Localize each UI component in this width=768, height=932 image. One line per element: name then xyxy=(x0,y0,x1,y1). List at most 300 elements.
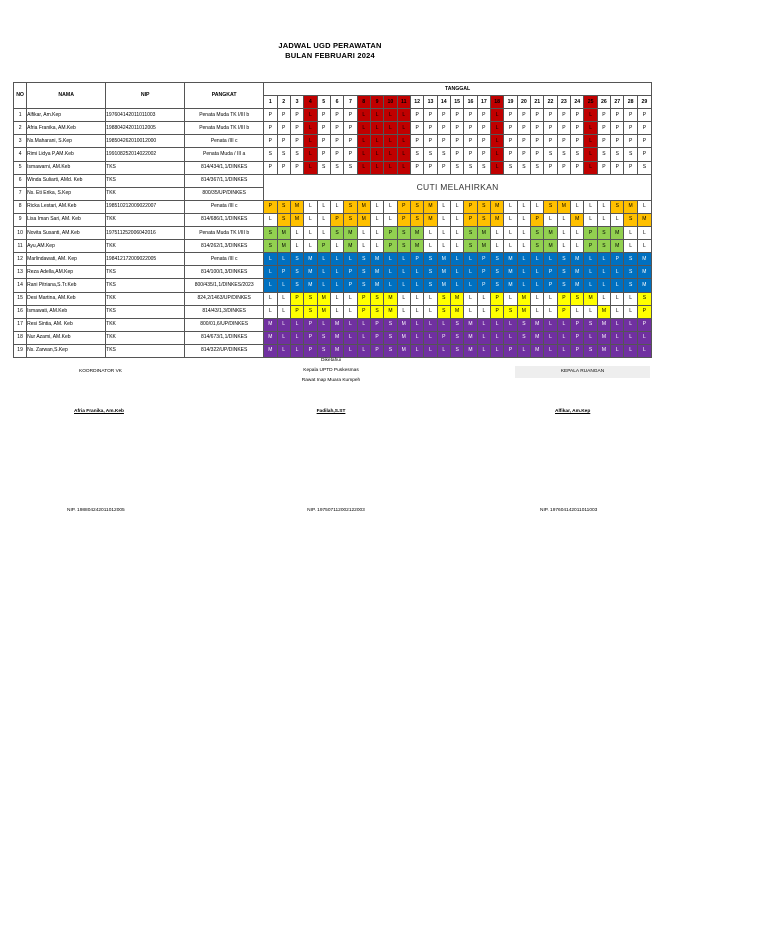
shift-cell: S xyxy=(450,331,463,344)
shift-cell: L xyxy=(424,227,437,240)
table-row xyxy=(14,240,652,253)
shift-cell: L xyxy=(264,266,277,279)
shift-cell: S xyxy=(317,161,330,174)
shift-cell: L xyxy=(330,292,343,305)
shift-cell: P xyxy=(464,109,477,122)
shift-cell: P xyxy=(370,318,383,331)
shift-cell: P xyxy=(531,109,544,122)
shift-cell: P xyxy=(277,135,290,148)
shift-cell: L xyxy=(504,331,517,344)
shift-cell: P xyxy=(504,344,517,357)
shift-cell: P xyxy=(531,148,544,161)
shift-cell: P xyxy=(450,109,463,122)
staff-nip: 198510212009022007 xyxy=(106,200,185,213)
shift-cell: L xyxy=(370,200,383,213)
shift-cell: M xyxy=(611,227,624,240)
shift-cell: P xyxy=(504,148,517,161)
shift-cell: L xyxy=(424,331,437,344)
shift-cell: P xyxy=(571,109,584,122)
staff-name: Desi Martina, AM.Keb xyxy=(27,292,106,305)
shift-cell: L xyxy=(504,213,517,226)
shift-cell: P xyxy=(637,135,651,148)
shift-cell: P xyxy=(290,109,303,122)
shift-cell: L xyxy=(464,266,477,279)
shift-cell: S xyxy=(304,292,317,305)
shift-cell: L xyxy=(370,135,383,148)
shift-cell: L xyxy=(637,344,651,357)
day-header: 3 xyxy=(290,96,303,109)
staff-pangkat: 800/435/1,1/DINKES/2023 xyxy=(185,279,264,292)
shift-cell: L xyxy=(450,213,463,226)
shift-cell: L xyxy=(304,240,317,253)
shift-cell: S xyxy=(330,227,343,240)
shift-cell: M xyxy=(344,240,357,253)
day-header: 26 xyxy=(597,96,610,109)
row-number: 12 xyxy=(14,253,27,266)
shift-cell: M xyxy=(597,318,610,331)
shift-cell: L xyxy=(491,148,504,161)
shift-cell: L xyxy=(384,109,397,122)
staff-name: Ismawarni, AM.Keb xyxy=(27,161,106,174)
shift-cell: L xyxy=(491,135,504,148)
staff-nip: TKS xyxy=(106,174,185,187)
shift-cell: L xyxy=(584,279,597,292)
shift-cell: L xyxy=(384,213,397,226)
day-header: 22 xyxy=(544,96,557,109)
shift-cell: L xyxy=(477,344,490,357)
shift-cell: L xyxy=(330,279,343,292)
shift-cell: S xyxy=(517,161,530,174)
shift-cell: L xyxy=(531,200,544,213)
signer-nip-right: NIP. 197604142011011003 xyxy=(540,508,598,513)
table-row xyxy=(14,148,652,161)
shift-cell: M xyxy=(571,279,584,292)
shift-cell: L xyxy=(611,305,624,318)
shift-cell: L xyxy=(317,200,330,213)
shift-cell: L xyxy=(330,240,343,253)
shift-cell: S xyxy=(557,253,570,266)
shift-cell: S xyxy=(384,344,397,357)
shift-cell: M xyxy=(290,213,303,226)
shift-cell: L xyxy=(384,200,397,213)
shift-cell: P xyxy=(290,305,303,318)
day-header: 18 xyxy=(491,96,504,109)
shift-cell: M xyxy=(384,305,397,318)
shift-cell: L xyxy=(397,305,410,318)
shift-cell: L xyxy=(304,200,317,213)
shift-cell: M xyxy=(477,240,490,253)
shift-cell: P xyxy=(637,122,651,135)
shift-cell: L xyxy=(290,344,303,357)
shift-cell: L xyxy=(531,266,544,279)
shift-cell: L xyxy=(571,240,584,253)
row-number: 6 xyxy=(14,174,27,187)
shift-cell: L xyxy=(450,227,463,240)
shift-cell: P xyxy=(437,122,450,135)
day-header: 25 xyxy=(584,96,597,109)
signer-name-right: Alfikar, Am.Kep xyxy=(555,409,591,414)
staff-name: Novita Susanti, AM.Keb xyxy=(27,227,106,240)
shift-cell: L xyxy=(304,227,317,240)
shift-cell: S xyxy=(290,148,303,161)
shift-cell: L xyxy=(264,279,277,292)
shift-cell: P xyxy=(277,122,290,135)
shift-cell: L xyxy=(410,344,423,357)
shift-cell: M xyxy=(410,240,423,253)
shift-cell: L xyxy=(491,318,504,331)
shift-cell: L xyxy=(517,200,530,213)
shift-cell: S xyxy=(317,344,330,357)
shift-cell: M xyxy=(437,279,450,292)
shift-cell: L xyxy=(464,305,477,318)
shift-cell: L xyxy=(264,253,277,266)
shift-cell: P xyxy=(544,266,557,279)
shift-cell: L xyxy=(504,292,517,305)
shift-cell: P xyxy=(611,253,624,266)
shift-cell: M xyxy=(464,318,477,331)
shift-cell: L xyxy=(597,266,610,279)
shift-cell: P xyxy=(304,344,317,357)
shift-cell: P xyxy=(344,148,357,161)
shift-cell: S xyxy=(264,148,277,161)
shift-cell: L xyxy=(357,148,370,161)
shift-cell: M xyxy=(504,253,517,266)
shift-cell: P xyxy=(584,227,597,240)
shift-cell: L xyxy=(517,344,530,357)
shift-cell: L xyxy=(464,292,477,305)
shift-cell: L xyxy=(584,161,597,174)
shift-cell: L xyxy=(584,122,597,135)
day-header: 23 xyxy=(557,96,570,109)
shift-cell: P xyxy=(464,148,477,161)
staff-name: Alfikar, Am.Kep xyxy=(27,109,106,122)
shift-cell: L xyxy=(344,331,357,344)
shift-cell: M xyxy=(450,305,463,318)
shift-cell: S xyxy=(624,148,637,161)
shift-cell: P xyxy=(624,135,637,148)
table-row xyxy=(14,213,652,226)
shift-cell: L xyxy=(344,344,357,357)
shift-cell: P xyxy=(410,253,423,266)
shift-cell: M xyxy=(410,227,423,240)
shift-cell: L xyxy=(624,318,637,331)
shift-cell: S xyxy=(504,305,517,318)
shift-cell: M xyxy=(397,331,410,344)
shift-cell: P xyxy=(597,161,610,174)
shift-cell: L xyxy=(544,344,557,357)
shift-cell: P xyxy=(344,135,357,148)
shift-cell: L xyxy=(517,227,530,240)
shift-cell: P xyxy=(330,122,343,135)
shift-cell: L xyxy=(491,344,504,357)
shift-cell: L xyxy=(464,253,477,266)
shift-cell: P xyxy=(464,200,477,213)
shift-cell: M xyxy=(464,344,477,357)
shift-cell: L xyxy=(370,148,383,161)
shift-cell: L xyxy=(304,109,317,122)
day-header: 15 xyxy=(450,96,463,109)
shift-cell: L xyxy=(624,305,637,318)
shift-cell: S xyxy=(450,344,463,357)
shift-cell: S xyxy=(477,213,490,226)
shift-cell: L xyxy=(277,305,290,318)
shift-cell: L xyxy=(491,109,504,122)
staff-pangkat: 814/673/1,1/DINKES xyxy=(185,331,264,344)
shift-cell: L xyxy=(344,253,357,266)
staff-pangkat: Penata Muda / III a xyxy=(185,148,264,161)
shift-cell: S xyxy=(410,200,423,213)
shift-cell: M xyxy=(370,266,383,279)
shift-cell: L xyxy=(277,253,290,266)
shift-cell: M xyxy=(304,266,317,279)
shift-cell: S xyxy=(277,200,290,213)
shift-cell: S xyxy=(624,253,637,266)
staff-nip: 198504262010012000 xyxy=(106,135,185,148)
shift-cell: S xyxy=(370,305,383,318)
header-pangkat: PANGKAT xyxy=(185,83,264,109)
day-header: 6 xyxy=(330,96,343,109)
shift-cell: L xyxy=(290,318,303,331)
shift-cell: P xyxy=(330,213,343,226)
shift-cell: S xyxy=(344,161,357,174)
shift-cell: S xyxy=(464,240,477,253)
table-row xyxy=(14,227,652,240)
shift-cell: P xyxy=(277,266,290,279)
shift-cell: P xyxy=(517,148,530,161)
shift-cell: M xyxy=(277,227,290,240)
diketahui-label: Diketahui xyxy=(321,358,341,363)
shift-cell: L xyxy=(277,318,290,331)
shift-cell: S xyxy=(384,318,397,331)
day-header: 29 xyxy=(637,96,651,109)
shift-cell: L xyxy=(450,279,463,292)
shift-cell: L xyxy=(357,227,370,240)
shift-cell: P xyxy=(517,135,530,148)
shift-cell: L xyxy=(611,292,624,305)
shift-cell: M xyxy=(264,318,277,331)
shift-cell: S xyxy=(517,331,530,344)
shift-cell: S xyxy=(571,292,584,305)
shift-cell: S xyxy=(304,305,317,318)
shift-cell: L xyxy=(584,331,597,344)
staff-nip: TKK xyxy=(106,292,185,305)
shift-cell: L xyxy=(450,253,463,266)
shift-cell: L xyxy=(304,148,317,161)
shift-cell: P xyxy=(544,161,557,174)
shift-cell: L xyxy=(624,227,637,240)
shift-cell: L xyxy=(317,253,330,266)
shift-cell: M xyxy=(437,266,450,279)
shift-cell: P xyxy=(571,318,584,331)
shift-cell: L xyxy=(491,161,504,174)
shift-cell: L xyxy=(477,318,490,331)
shift-cell: M xyxy=(531,331,544,344)
shift-cell: P xyxy=(504,109,517,122)
shift-cell: L xyxy=(637,240,651,253)
shift-cell: L xyxy=(477,292,490,305)
staff-pangkat: 814/100/1,3/DINKES xyxy=(185,266,264,279)
shift-cell: S xyxy=(624,266,637,279)
shift-cell: M xyxy=(597,331,610,344)
shift-cell: M xyxy=(370,253,383,266)
shift-cell: L xyxy=(624,292,637,305)
staff-name: Ns. Eti Erika, S.Kep xyxy=(27,187,106,200)
shift-cell: L xyxy=(504,227,517,240)
shift-cell: P xyxy=(317,135,330,148)
shift-cell: P xyxy=(477,122,490,135)
shift-cell: P xyxy=(464,122,477,135)
shift-cell: L xyxy=(491,122,504,135)
table-row xyxy=(14,266,652,279)
shift-cell: M xyxy=(290,200,303,213)
shift-cell: L xyxy=(277,331,290,344)
shift-cell: P xyxy=(344,109,357,122)
staff-name: Afria Franika, AM.Keb xyxy=(27,122,106,135)
shift-cell: P xyxy=(611,161,624,174)
signer-nip-left: NIP. 198804242011012005 xyxy=(67,508,125,513)
day-header: 1 xyxy=(264,96,277,109)
table-row xyxy=(14,174,652,187)
row-number: 7 xyxy=(14,187,27,200)
staff-name: Ricka Lestari, AM.Keb xyxy=(27,200,106,213)
shift-cell: P xyxy=(571,331,584,344)
koordinator-label: KOORDINATOR VK xyxy=(79,369,123,374)
shift-cell: P xyxy=(264,161,277,174)
shift-cell: M xyxy=(597,344,610,357)
staff-pangkat: Penata Muda TK I/III b xyxy=(185,227,264,240)
shift-cell: M xyxy=(464,331,477,344)
shift-cell: L xyxy=(437,227,450,240)
staff-pangkat: 800/01,6/UP/DINKES xyxy=(185,318,264,331)
day-header: 28 xyxy=(624,96,637,109)
day-header: 5 xyxy=(317,96,330,109)
shift-cell: M xyxy=(517,292,530,305)
shift-cell: P xyxy=(597,135,610,148)
shift-cell: L xyxy=(544,318,557,331)
shift-cell: P xyxy=(544,135,557,148)
shift-cell: L xyxy=(584,305,597,318)
shift-cell: S xyxy=(611,200,624,213)
shift-cell: P xyxy=(637,305,651,318)
shift-cell: P xyxy=(611,122,624,135)
shift-cell: L xyxy=(491,240,504,253)
shift-cell: P xyxy=(517,109,530,122)
staff-nip: TKS xyxy=(106,279,185,292)
shift-cell: S xyxy=(424,266,437,279)
staff-name: Reza Adella,AM.Kep xyxy=(27,266,106,279)
shift-cell: L xyxy=(370,227,383,240)
shift-cell: L xyxy=(330,253,343,266)
shift-cell: P xyxy=(277,161,290,174)
shift-cell: L xyxy=(611,344,624,357)
shift-cell: S xyxy=(477,161,490,174)
shift-cell: L xyxy=(357,344,370,357)
day-header: 4 xyxy=(304,96,317,109)
signer-name-left: Afria Franika, Am.Keb xyxy=(74,409,124,414)
shift-cell: P xyxy=(410,161,423,174)
shift-cell: L xyxy=(517,240,530,253)
shift-cell: P xyxy=(624,122,637,135)
row-number: 17 xyxy=(14,318,27,331)
shift-cell: M xyxy=(370,279,383,292)
shift-cell: S xyxy=(517,318,530,331)
shift-cell: P xyxy=(344,279,357,292)
shift-cell: L xyxy=(357,161,370,174)
staff-name: Nur Azami, AM.Keb xyxy=(27,331,106,344)
shift-cell: L xyxy=(397,253,410,266)
shift-cell: P xyxy=(330,109,343,122)
shift-cell: L xyxy=(410,279,423,292)
row-number: 14 xyxy=(14,279,27,292)
shift-cell: S xyxy=(450,318,463,331)
shift-cell: L xyxy=(397,161,410,174)
shift-cell: P xyxy=(597,122,610,135)
header-tanggal: TANGGAL xyxy=(264,83,652,96)
shift-cell: L xyxy=(370,109,383,122)
shift-cell: P xyxy=(517,122,530,135)
shift-cell: L xyxy=(611,266,624,279)
shift-cell: S xyxy=(597,227,610,240)
shift-cell: P xyxy=(624,161,637,174)
shift-cell: S xyxy=(531,240,544,253)
shift-cell: S xyxy=(330,161,343,174)
shift-cell: S xyxy=(624,213,637,226)
shift-cell: L xyxy=(437,344,450,357)
shift-cell: P xyxy=(597,109,610,122)
staff-pangkat: Penata /III c xyxy=(185,253,264,266)
staff-pangkat: 824,2/1463/UP/DINKES xyxy=(185,292,264,305)
shift-cell: P xyxy=(557,109,570,122)
shift-cell: P xyxy=(437,331,450,344)
day-header: 9 xyxy=(370,96,383,109)
shift-cell: S xyxy=(424,279,437,292)
shift-cell: P xyxy=(317,109,330,122)
shift-cell: P xyxy=(264,135,277,148)
day-header: 14 xyxy=(437,96,450,109)
row-number: 16 xyxy=(14,305,27,318)
staff-pangkat: 800/35/UP/DINKES xyxy=(185,187,264,200)
day-header: 19 xyxy=(504,96,517,109)
day-header: 8 xyxy=(357,96,370,109)
shift-cell: S xyxy=(611,148,624,161)
shift-cell: L xyxy=(357,318,370,331)
shift-cell: L xyxy=(384,253,397,266)
shift-cell: S xyxy=(557,148,570,161)
staff-pangkat: 814/686/1,1/DINKES xyxy=(185,213,264,226)
shift-cell: L xyxy=(370,161,383,174)
shift-cell: L xyxy=(397,135,410,148)
header-nip: NIP xyxy=(106,83,185,109)
row-number: 3 xyxy=(14,135,27,148)
shift-cell: L xyxy=(397,122,410,135)
shift-cell: P xyxy=(424,109,437,122)
shift-cell: L xyxy=(330,200,343,213)
shift-cell: M xyxy=(317,305,330,318)
shift-cell: P xyxy=(290,122,303,135)
shift-cell: S xyxy=(477,200,490,213)
kepala-uptd-label: Kepala UPTD Puskesmas xyxy=(303,368,359,373)
shift-cell: L xyxy=(264,213,277,226)
table-row xyxy=(14,135,652,148)
day-header: 17 xyxy=(477,96,490,109)
shift-cell: L xyxy=(517,253,530,266)
shift-cell: P xyxy=(571,161,584,174)
shift-cell: P xyxy=(637,148,651,161)
staff-name: Ismawati, AM.Keb xyxy=(27,305,106,318)
shift-cell: P xyxy=(450,148,463,161)
shift-cell: L xyxy=(397,292,410,305)
shift-cell: M xyxy=(611,240,624,253)
